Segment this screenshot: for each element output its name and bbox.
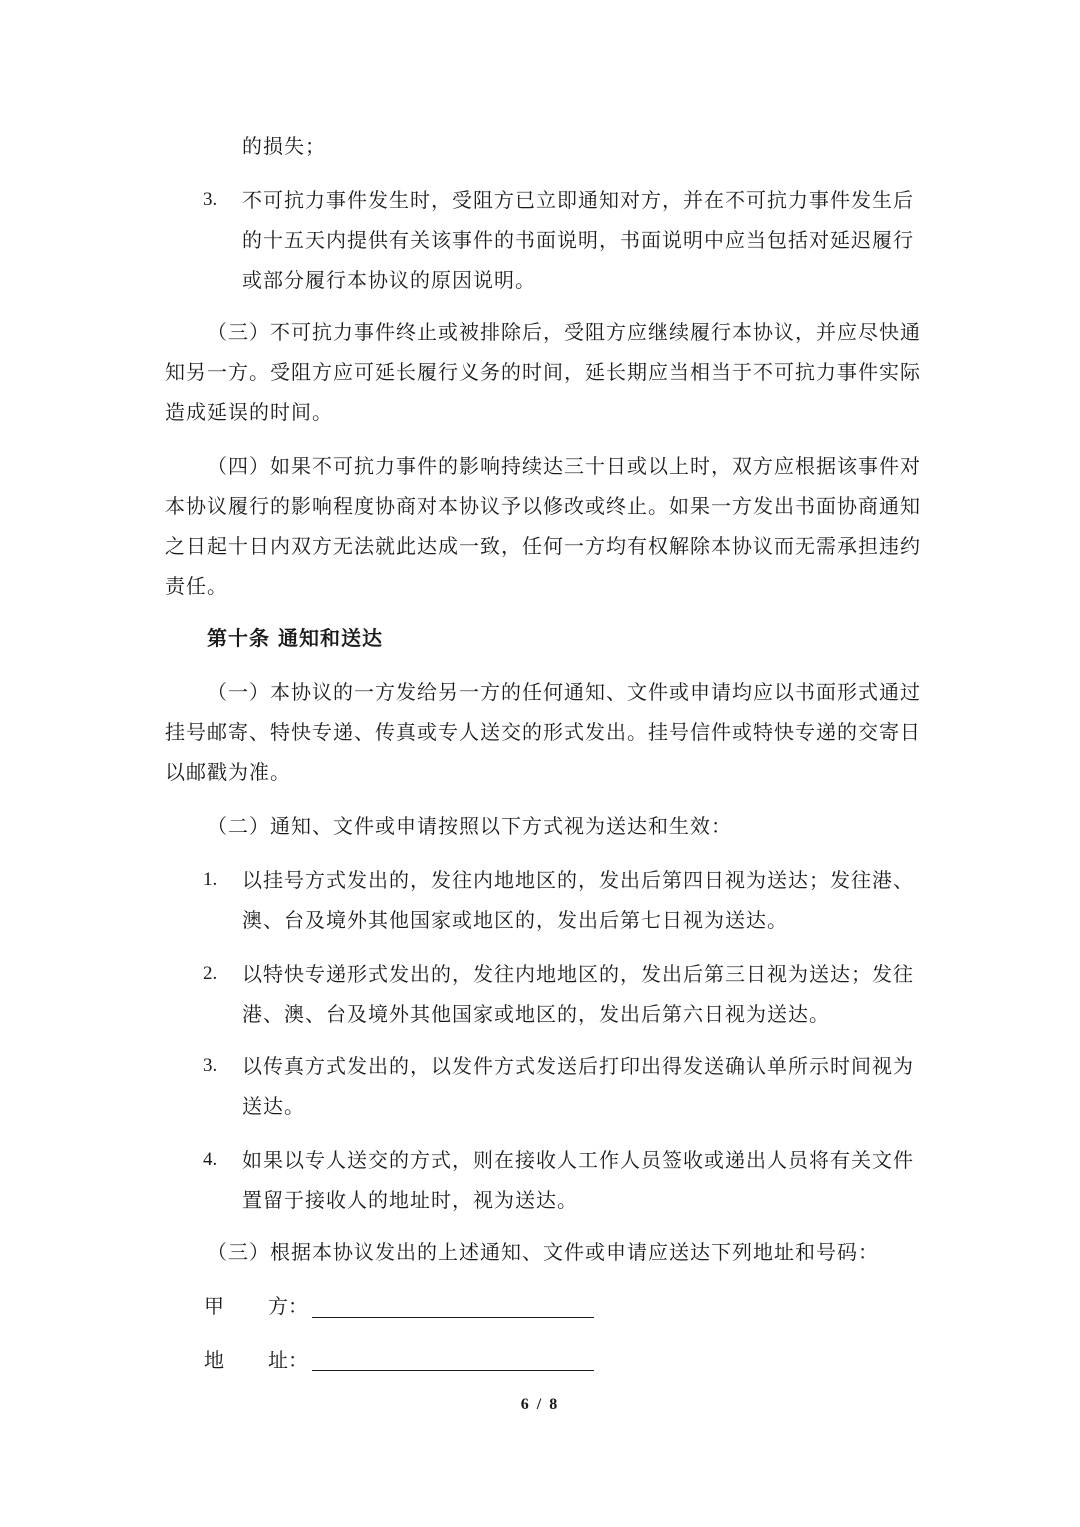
list-item-1-number: 1.	[203, 869, 218, 890]
article-10-paragraph-1: （一）本协议的一方发给另一方的任何通知、文件或申请均应以书面形式通过挂号邮寄、特快专递、传真或专人送交的形式发出。挂号信件或特快专递的交寄日以邮戳为准。	[165, 680, 921, 784]
list-item-3-text: 以传真方式发出的，以发件方式发送后打印出得发送确认单所示时间视为送达。	[242, 1054, 914, 1118]
address-label-char1: 地	[204, 1348, 224, 1372]
article-10-paragraph-2: （二）通知、文件或申请按照以下方式视为送达和生效：	[207, 814, 732, 838]
page-number: 6 / 8	[520, 1396, 560, 1413]
item-3-text: 不可抗力事件发生时，受阻方已立即通知对方，并在不可抗力事件发生后的十五天内提供有关该事件的书面说明，书面说明中应当包括对延迟履行或部分履行本协议的原因说明。	[242, 188, 914, 292]
paragraph-3: （三）不可抗力事件终止或被排除后，受阻方应继续履行本协议，并应尽快通知另一方。受阻方应可延长履行义务的时间，延长期应当相当于不可抗力事件实际造成延误的时间。	[165, 320, 921, 424]
list-item-4-number: 4.	[203, 1149, 218, 1170]
list-item-1-text: 以挂号方式发出的，发往内地地区的，发出后第四日视为送达；发往港、澳、台及境外其他国家或地区的，发出后第七日视为送达。	[242, 868, 914, 932]
party-a-label-char1: 甲	[204, 1294, 224, 1318]
list-item-4-text: 如果以专人送交的方式，则在接收人工作人员签收或递出人员将有关文件置留于接收人的地址时，视为送达。	[242, 1148, 914, 1212]
item-3-number: 3.	[203, 189, 218, 210]
party-a-label-char2: 方：	[268, 1294, 308, 1318]
article-10-title: 第十条 通知和送达	[207, 626, 383, 650]
party-a-input-line[interactable]	[312, 1317, 594, 1318]
address-input-line[interactable]	[312, 1370, 594, 1371]
loss-fragment: 的损失；	[242, 134, 326, 158]
article-10-paragraph-3: （三）根据本协议发出的上述通知、文件或申请应送达下列地址和号码：	[207, 1240, 879, 1264]
list-item-2-text: 以特快专递形式发出的，发往内地地区的，发出后第三日视为送达；发往港、澳、台及境外其他国家或地区的，发出后第六日视为送达。	[242, 962, 914, 1026]
list-item-2-number: 2.	[203, 963, 218, 984]
paragraph-4: （四）如果不可抗力事件的影响持续达三十日或以上时，双方应根据该事件对本协议履行的影响程度协商对本协议予以修改或终止。如果一方发出书面协商通知之日起十日内双方无法就此达成一致，任何一方均有权解除本协议而无需承担违约责任。	[165, 454, 921, 598]
address-label-char2: 址：	[268, 1348, 308, 1372]
list-item-3-number: 3.	[203, 1055, 218, 1076]
